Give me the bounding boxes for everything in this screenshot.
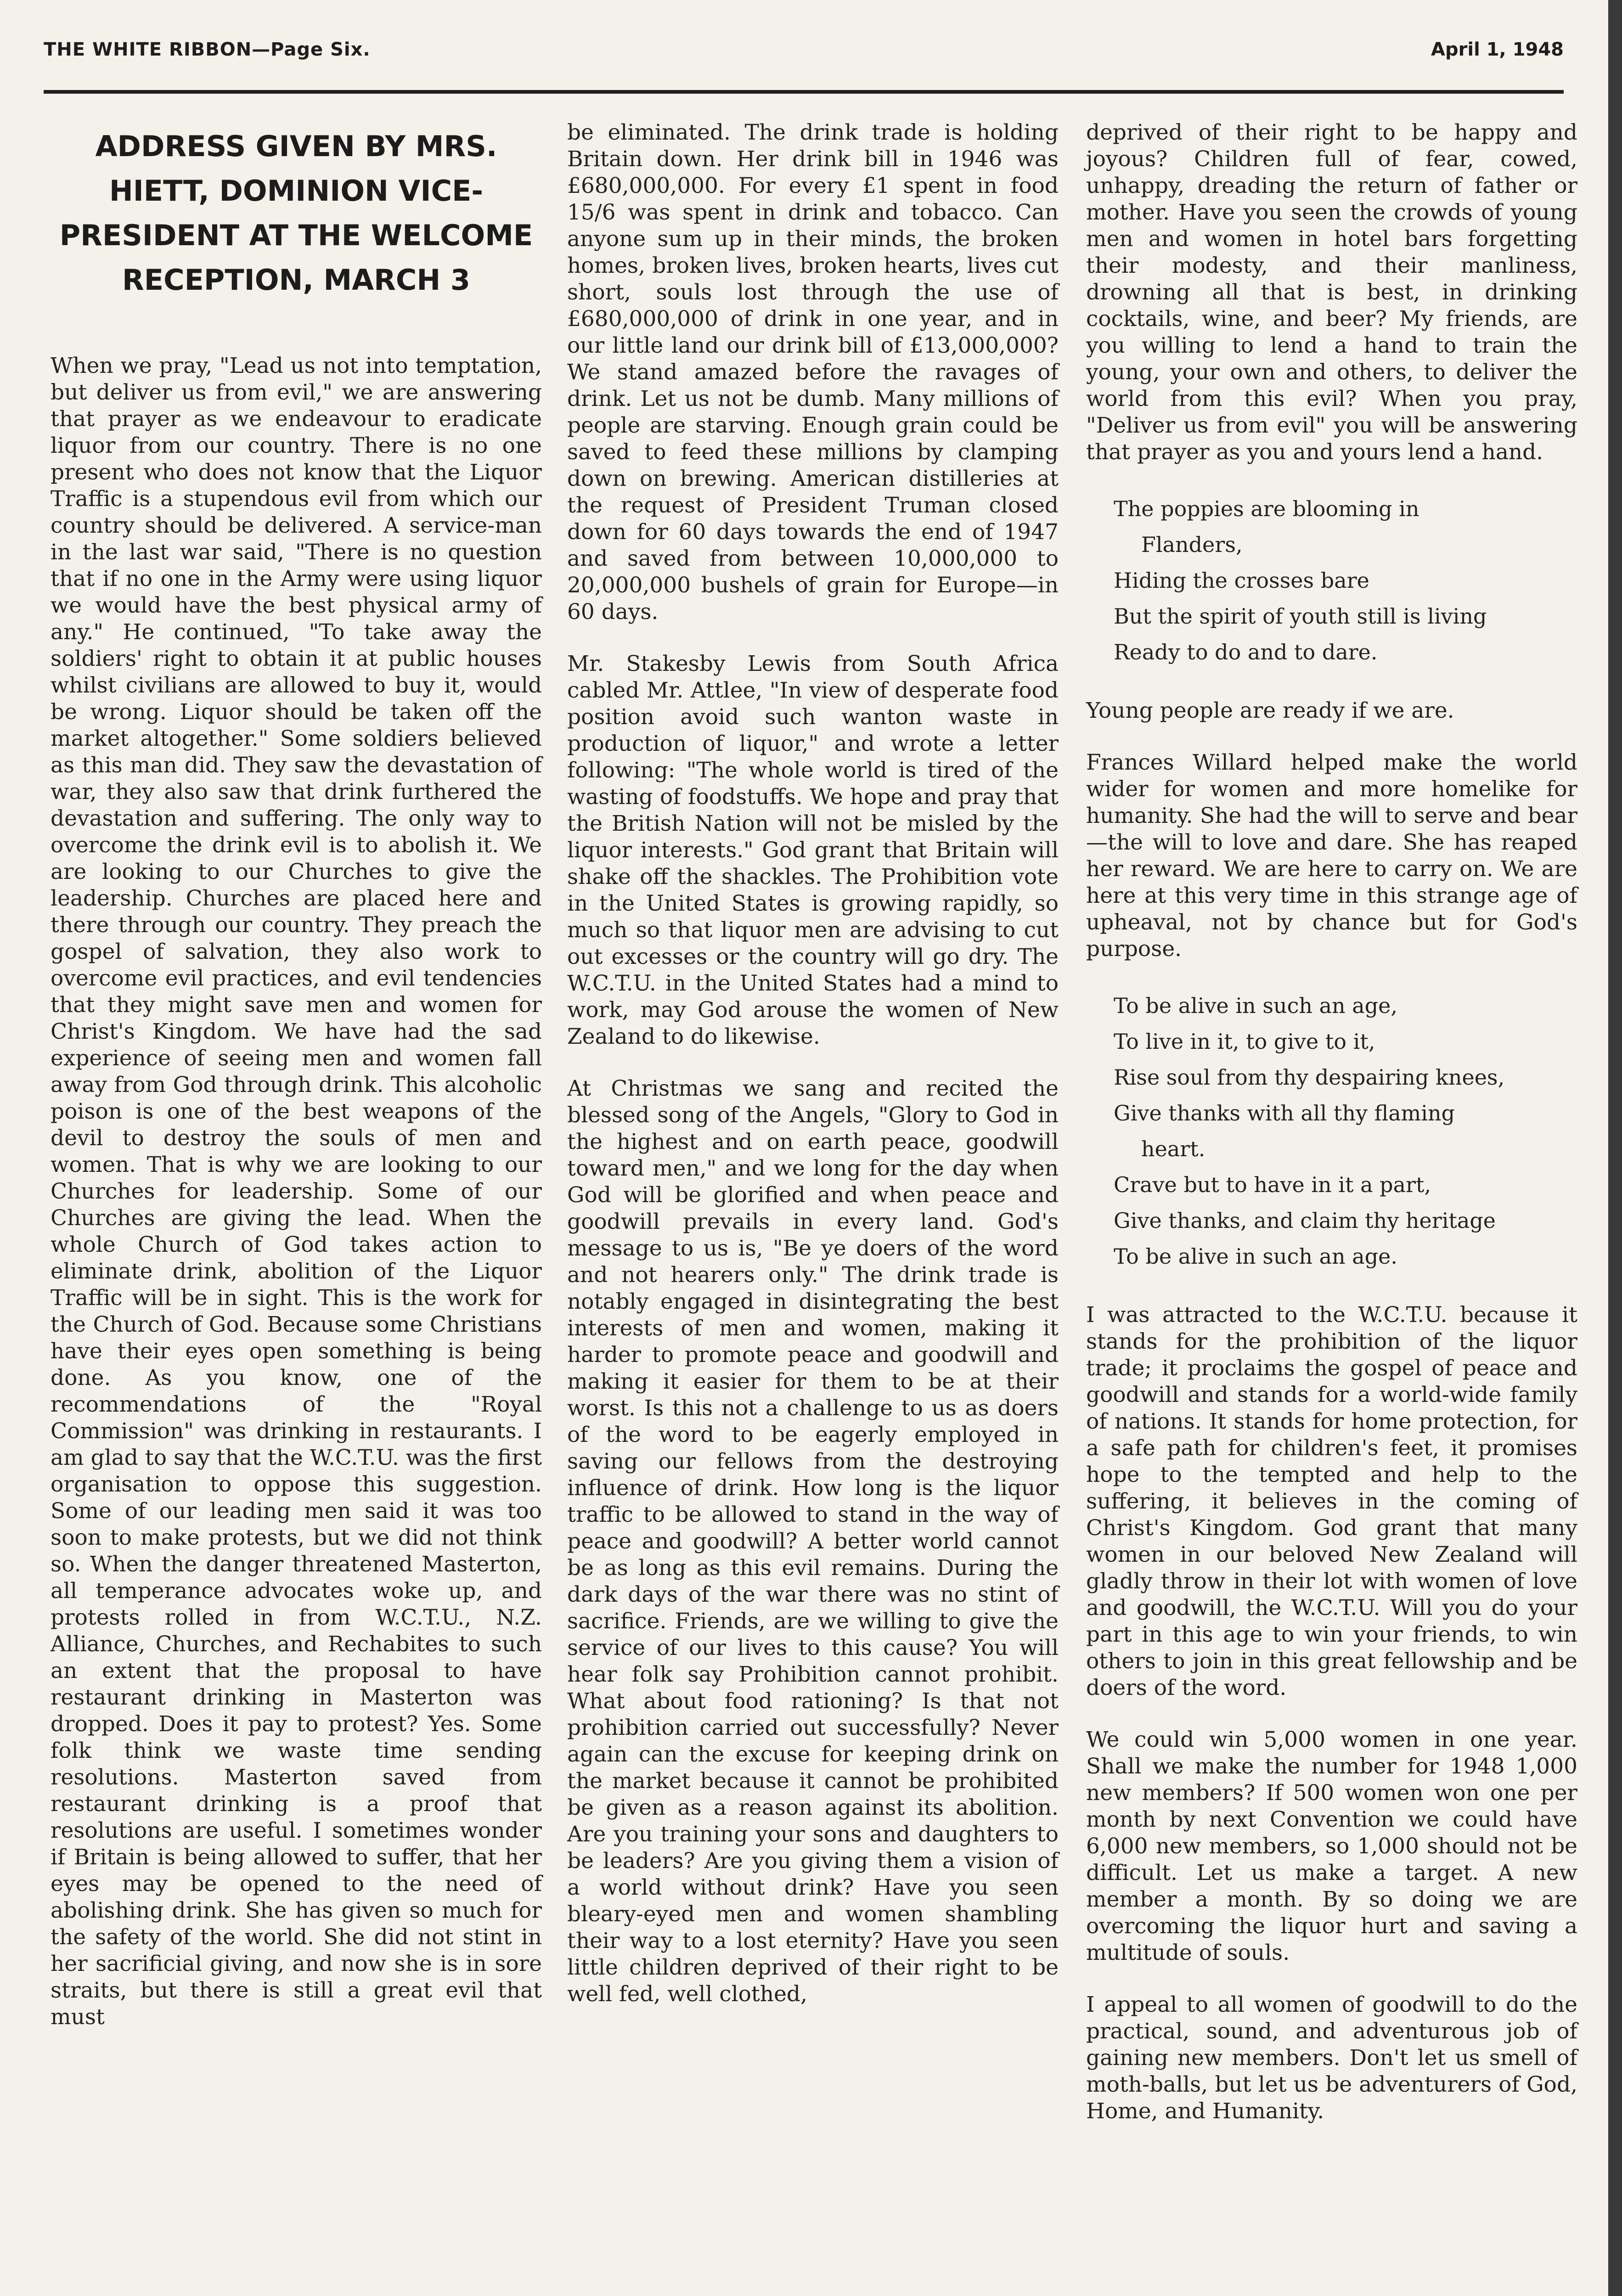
paragraph: I was attracted to the W.C.T.U. because it stands for the prohibition of the liquor trade; it proclaims the gospel of peace and goodwill and stands for a world-wide family of nations. It stands for home protection, for a safe path for children's feet, it promises hope to the tempted and help to the suffering, it believes in the coming of Christ's Kingdom. God grant that many women in our beloved New Zealand will gladly throw in their lot with women of love and goodwill, the W.C.T.U. Will you do your part in this age to win your friends, to win others to join in this great fellowship and be doers of the word. — [1086, 1302, 1577, 1700]
paragraph: be eliminated. The drink trade is holding Britain down. Her drink bill in 1946 was £680,000,000. For every £1 spent in food 15/6 was spent in drink and tobacco. Can anyone sum up in their minds, the broken homes, broken lives, broken hearts, lives cut short, souls lost through the use of £680,000,000 of drink in one year, and in our little land our drink bill of £13,000,000? We stand amazed before the ravages of drink. Let us not be dumb. Many millions of people are starving. Enough grain could be saved to feed these millions by clamping down on brewing. American distilleries at the request of President Truman closed down for 60 days towards the end of 1947 and saved from between 10,000,000 to 20,000,000 bushels of grain for Europe—in 60 days. — [567, 120, 1059, 625]
poem-such-an-age — [1114, 988, 1577, 1274]
paragraph: Frances Willard helped make the world wider for women and more homelike for humanity. She had the will to serve and bear—the will to love and dare. She has reaped her reward. We are here to carry on. We are here at this very time in this strange age of upheaval, not by chance but for God's purpose. — [1086, 750, 1577, 962]
poem-line: To live in it, to give to it, — [1114, 1029, 1375, 1054]
poem-line: To be alive in such an age, — [1114, 993, 1397, 1018]
issue-date: April 1, 1948 — [1431, 39, 1564, 60]
paragraph: deprived of their right to be happy and joyous? Children full of fear, cowed, unhappy, dreading the return of father or mother. Have you seen the crowds of young men and women in hotel bars forgetting their modesty, and their manliness, drowning all that is best, in drinking cocktails, wine, and beer? My friends, are you willing to lend a hand to train the young, your own and others, to deliver the world from this evil? When you pray, "Deliver us from evil" you will be answering that prayer as you and yours lend a hand. — [1086, 120, 1577, 465]
column-2 — [567, 119, 1059, 2033]
poem-line: Give thanks, and claim thy heritage — [1114, 1208, 1496, 1233]
paragraph: Young people are ready if we are. — [1086, 698, 1454, 723]
paragraph: When we pray, "Lead us not into temptation, but deliver us from evil," we are answering that prayer as we endeavour to eradicate liquor from our country. There is no one present who does not know that the Liquor Traffic is a stupendous evil from which our country should be delivered. A service-man in the last war said, "There is no question that if no one in the Army were using liquor we would have the best physical army of any." He continued, "To take away the soldiers' right to obtain it at public houses whilst civilians are allowed to buy it, would be wrong. Liquor should be taken off the market altogether." Some soldiers believed as this man did. They saw the devastation of war, they also saw that drink furthered the devastation and suffering. The only way to overcome the drink evil is to abolish it. We are looking to our Churches to give the leadership. Churches are placed here and there through our country. They preach the gospel of salvation, they also work to overcome evil practices, and evil tendencies that they might save men and women for Christ's Kingdom. We have had the sad experience of seeing men and women fall away from God through drink. This alcoholic poison is one of the best weapons of the devil to destroy the souls of men and women. That is why we are looking to our Churches for leadership. Some of our Churches are giving the lead. When the whole Church of God takes action to eliminate drink, abolition of the Liquor Traffic will be in sight. This is the work for the Church of God. Because some Christians have their eyes open something is being done. As you know, one of the recommendations of the "Royal Commission" was drinking in restaurants. I am glad to say that the W.C.T.U. was the first organisation to oppose this suggestion. Some of our leading men said it was too soon to make protests, but we did not think so. When the danger threatened Masterton, all temperance advocates woke up, and protests rolled in from W.C.T.U., N.Z. Alliance, Churches, and Rechabites to such an extent that the proposal to have restaurant drinking in Masterton was dropped. Does it pay to protest? Yes. Some folk think we waste time sending resolutions. Masterton saved from restaurant drinking is a proof that resolutions are useful. I sometimes wonder if Britain is being allowed to suffer, that her eyes may be opened to the need of abolishing drink. She has given so much for the safety of the world. She did not stint in her sacrificial giving, and now she is in sore straits, but there is still a great evil that must — [51, 353, 542, 2030]
poem-line: To be alive in such an age. — [1114, 1244, 1397, 1269]
poem-line: Ready to do and to dare. — [1114, 640, 1378, 664]
paragraph: We could win 5,000 women in one year. Shall we make the number for 1948 1,000 new members? If 500 women won one per month by next Convention we could have 6,000 new members, so 1,000 should not be difficult. Let us make a target. A new member a month. By so doing we are overcoming the liquor hurt and saving a multitude of souls. — [1086, 1727, 1577, 1965]
article-headline: ADDRESS GIVEN BY MRS. HIETT, DOMINION VICE-PRESIDENT AT THE WELCOME RECEPTION, MARCH 3 — [59, 129, 533, 297]
header-rule — [44, 90, 1564, 94]
page-edge — [1608, 0, 1622, 2296]
publication-title: THE WHITE RIBBON—Page Six. — [44, 39, 371, 60]
poem-line: The poppies are blooming in — [1114, 496, 1419, 521]
column-1 — [51, 124, 542, 2056]
paragraph: Mr. Stakesby Lewis from South Africa cabled Mr. Attlee, "In view of desperate food position avoid such wanton waste in production of liquor," and wrote a letter following: "The whole world is tired of the wasting of foodstuffs. We hope and pray that the British Nation will not be misled by the liquor interests." God grant that Britain will shake off the shackles. The Prohibition vote in the United States is growing rapidly, so much so that liquor men are advising to cut out excesses or the country will go dry. The W.C.T.U. in the United States had a mind to work, may God arouse the women of New Zealand to do likewise. — [567, 651, 1059, 1049]
poem-line: heart. — [1141, 1137, 1205, 1161]
poem-flanders — [1114, 491, 1577, 670]
paragraph: I appeal to all women of goodwill to do the practical, sound, and adventurous job of gaining new members. Don't let us smell of moth-balls, but let us be adventurers of God, Home, and Humanity. — [1086, 1992, 1577, 2124]
poem-line: Flanders, — [1141, 532, 1243, 557]
column-3 — [1086, 119, 1577, 2150]
poem-line: Give thanks with all thy flaming — [1114, 1101, 1455, 1125]
paragraph: At Christmas we sang and recited the blessed song of the Angels, "Glory to God in the highest and on earth peace, goodwill toward men," and we long for the day when God will be glorified and when peace and goodwill prevails in every land. God's message to us is, "Be ye doers of the word and not hearers only." The drink trade is notably engaged in disintegrating the best interests of men and women, making it harder to promote peace and goodwill and making it easier for them to be at their worst. Is this not a challenge to us as doers of the word to be eagerly employed in saving our fellows from the destroying influence of drink. How long is the liquor traffic to be allowed to stand in the way of peace and goodwill? A better world cannot be as long as this evil remains. During the dark days of the war there was no stint of sacrifice. Friends, are we willing to give the service of our lives to this cause? You will hear folk say Prohibition cannot prohibit. What about food rationing? Is that not prohibition carried out successfully? Never again can the excuse for keeping drink on the market because it cannot be prohibited be given as a reason against its abolition. Are you training your sons and daughters to be leaders? Are you giving them a vision of a world without drink? Have you seen bleary-eyed men and women shambling their way to a lost eternity? Have you seen little children deprived of their right to be well fed, well clothed, — [567, 1076, 1059, 2007]
poem-line: But the spirit of youth still is living — [1114, 604, 1487, 629]
poem-line: Crave but to have in it a part, — [1114, 1172, 1431, 1197]
poem-line: Rise soul from thy despairing knees, — [1114, 1065, 1505, 1090]
page-header — [44, 39, 1564, 67]
poem-line: Hiding the crosses bare — [1114, 568, 1369, 593]
